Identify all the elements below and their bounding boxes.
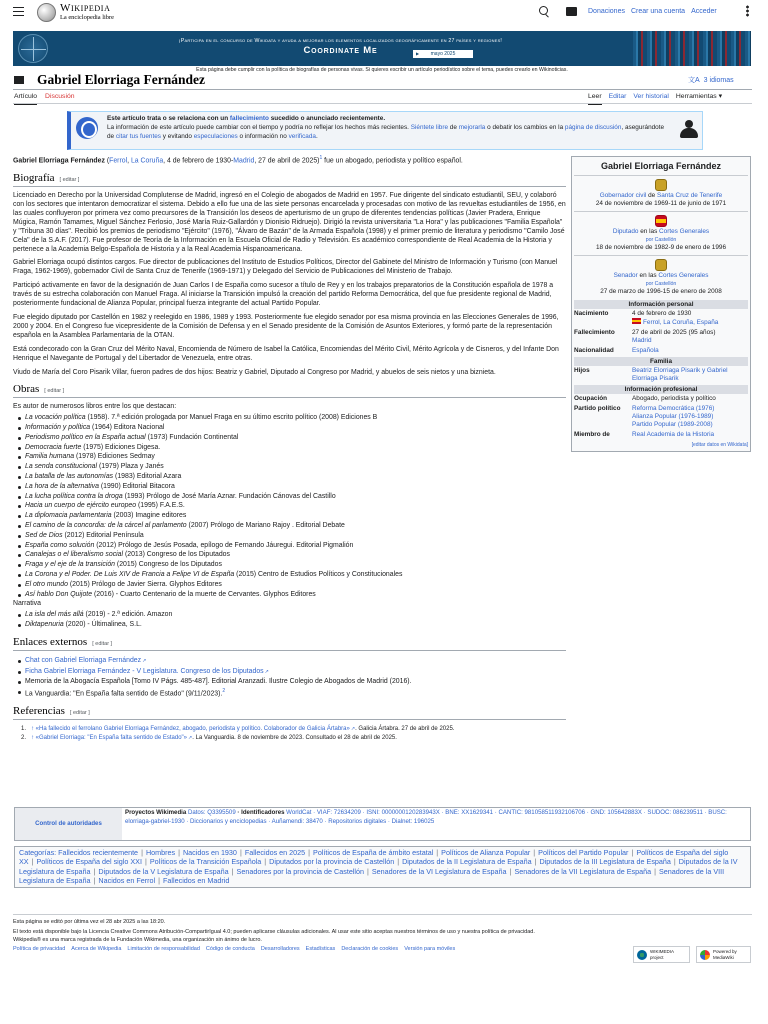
site-header: [0, 0, 768, 26]
deathplace-link[interactable]: Madrid: [632, 337, 652, 344]
category-link[interactable]: Fallecidos recientemente: [58, 848, 139, 857]
row-value: 4 de febrero de 1930: [632, 310, 692, 317]
bio-paragraph: Fue elegido diputado por Castellón en 1982 y reelegido en 1986, 1989 y 1993. Posteriormente fue elegido senador por esa misma provincia en las Elecciones Generales de 1996, 2000 y 2004. En el Congreso fue vicepresidente de la Comisión de Defensa y en el Senado presidente de la Comisión de Asuntos Exteriores, y formó parte de la representación española en la Asamblea Parlamentaria de la OTAN.: [13, 313, 559, 339]
office-role-link[interactable]: Diputado: [612, 228, 639, 235]
books-list: [17, 413, 566, 599]
external-link[interactable]: Chat con Gabriel Elorriaga Fernández ↗: [25, 657, 146, 664]
fallecimiento-link[interactable]: fallecimiento: [229, 115, 269, 122]
bio-paragraph: Participó activamente en favor de la designación de Juan Carlos I de España como sucesor a título de Rey y en los trabajos preparatorios de la Constitución española de 1978 a través de su estrecha colaboración con Manuel Fraga. Al iniciarse la Transición impulsó la creación del partido Reforma Democrática, del que fue presidente regional de Madrid, posteriormente fundacional de Alianza Popular, principal fuerza integrante del actual Partido Popular.: [13, 282, 554, 308]
book-details: (2016) - Cuarto Centenario de la muerte de Cervantes. Glyphos Editores: [92, 590, 316, 598]
footer-link[interactable]: Declaración de cookies: [341, 946, 399, 952]
list-item: [17, 482, 566, 492]
heading-text: Referencias: [13, 705, 65, 718]
edit-section-link[interactable]: [ editar ]: [69, 710, 90, 717]
t: fue un abogado, periodista y político español.: [322, 157, 463, 165]
mejorarla-link[interactable]: mejorarla: [458, 124, 486, 131]
footer: [13, 918, 751, 944]
category-separator: |: [158, 876, 161, 886]
donate-link[interactable]: Donaciones: [588, 8, 625, 15]
t: · Identificadores: [235, 809, 287, 816]
bio-paragraph: Gabriel Elorriaga ocupó distintos cargos. Fue director de publicaciones del Instituto de Estudios Políticos, Director del Gabinete del Ministro de Información y Turismo (con Manuel Fraga, 1962-1969), gobernador Civil de Santa Cruz de Tenerife (1969-1971) y Delegado del Servicio de Publicaciones del Ministerio de Trabajo.: [13, 259, 558, 276]
party-link[interactable]: Alianza Popular (1976-1989): [632, 413, 714, 420]
category-separator: |: [93, 876, 96, 886]
nationality-link[interactable]: Española: [632, 347, 659, 354]
ref-2-link[interactable]: 2: [222, 688, 226, 695]
t: , 4 de febrero de 1930-: [163, 157, 234, 165]
category-link[interactable]: Nacidos en Ferrol: [98, 876, 156, 886]
banner-line1: ¡Participa en el concurso de Wikidata y ayuda a mejorar los elementos localizados geográficamente en 27 países y regiones!: [178, 38, 503, 44]
office-dates: 18 de noviembre de 1982-9 de enero de 1996: [595, 244, 727, 251]
t: de: [646, 192, 657, 199]
book-title: Diktapenuria: [25, 621, 64, 629]
book-title: Hacia un cuerpo de ejército europeo: [25, 502, 137, 510]
office-role-link[interactable]: Senador: [613, 272, 638, 279]
main-menu-icon[interactable]: [13, 7, 24, 16]
madrid-link[interactable]: Madrid: [233, 157, 255, 165]
section-heading-enlaces: [13, 635, 566, 651]
infobox-row: [574, 346, 748, 356]
campaign-banner[interactable]: [13, 31, 751, 66]
list-item: [17, 610, 566, 620]
t: , asegurándote de: [107, 124, 665, 140]
book-title: Familia humana: [25, 453, 75, 461]
section-heading-obras: [13, 385, 566, 398]
banner-decoration: [633, 31, 751, 66]
list-item: [17, 521, 566, 531]
book-title: La batalla de las autonomías: [25, 473, 114, 481]
list-item: [17, 570, 566, 580]
book-title: Fraga y el eje de la transición: [25, 561, 116, 569]
office-role-link[interactable]: Gobernador civil: [599, 192, 647, 199]
book-title: Democracia fuerte: [25, 443, 82, 451]
list-item: [17, 433, 566, 443]
category-separator: |: [93, 866, 96, 876]
t: sucedido o anunciado recientemente.: [268, 115, 386, 122]
birthplace-link[interactable]: Ferrol, La Coruña, España: [643, 319, 719, 326]
list-item: [17, 560, 566, 570]
category-link[interactable]: Diputados de la II Legislatura de España: [402, 857, 532, 867]
book-title: Canalejas o el liberalismo social: [25, 551, 124, 559]
reference-item: [21, 734, 566, 743]
t: o debatir los cambios en la: [485, 124, 565, 131]
book-title: La Corona y el Poder. De Luis XIV de Francia a Felipe VI de España: [25, 570, 235, 578]
list-item: [17, 590, 566, 600]
book-title: La lucha política contra la droga: [25, 492, 123, 500]
list-item: [17, 423, 566, 433]
category-link[interactable]: Diputados de la III Legislatura de España: [539, 857, 671, 867]
section-heading-biografia: [13, 174, 566, 187]
row-label: Ocupación: [574, 395, 608, 402]
office-constituency-link[interactable]: por Castellón: [645, 237, 677, 243]
identifiers-links[interactable]: WorldCat · VIAF: 72634209 · ISNI: 0000000120283943X · BNE: XX1629341 · CANTIC: 981058511932106706 · GND: 105642883X · SUDOC: 086239511 · BUSC: elorriaga-gabriel-1930 · Diccionarios y enciclopedias · Auñamendi: 38470 · Repositorios digitales · Dialnet: 196025: [125, 809, 727, 825]
category-link[interactable]: Políticos de Alianza Popular: [441, 848, 531, 857]
compass-icon: [18, 34, 48, 63]
book-details: (1958). 7.ª edición prologada por Manuel Fraga en su último escrito político (2008) Ediciones B: [85, 414, 378, 422]
book-title: Información y política: [25, 424, 91, 432]
tabs-divider: [13, 103, 752, 104]
list-item: [17, 443, 566, 453]
book-details: (2019) - 2.ª edición. Amazon: [83, 611, 173, 619]
references-list: [21, 725, 566, 742]
authority-identifiers: [125, 809, 747, 827]
wikidata-link[interactable]: Datos: Q3395509: [187, 809, 236, 816]
person-icon: [679, 120, 699, 138]
infobox-row: [574, 404, 748, 430]
book-details: (1995) F.A.E.S.: [136, 502, 185, 510]
tab-edit[interactable]: Editar: [608, 93, 627, 100]
personal-tools: [588, 7, 717, 16]
office-dates: 27 de marzo de 1996-15 de enero de 2008: [600, 288, 722, 295]
notice-text: [107, 114, 672, 141]
t: La información de este artículo puede cambiar con el tiempo y podría no reflejar los hechos más recientes.: [107, 124, 411, 131]
category-separator: |: [31, 857, 34, 867]
t: Este artículo trata o se relaciona con un: [107, 115, 230, 122]
cite-sources-link[interactable]: citar tus fuentes: [115, 133, 162, 140]
siente-libre-link[interactable]: Siéntete libre: [410, 124, 449, 131]
category-separator: |: [673, 857, 676, 867]
category-link[interactable]: Fallecidos en Madrid: [163, 876, 230, 886]
t: de: [448, 124, 459, 131]
verified-link[interactable]: verificada: [288, 133, 316, 140]
login-link[interactable]: Acceder: [691, 8, 717, 15]
book-title: El otro mundo: [25, 580, 68, 588]
office-place-link[interactable]: Cortes Generales: [658, 272, 709, 279]
language-count: 3 idiomas: [703, 77, 734, 84]
category-link[interactable]: Senadores de la VIII Legislatura de España: [19, 866, 725, 886]
book-details: (2012) Editorial Península: [62, 531, 144, 539]
toc-toggle-icon[interactable]: [14, 76, 24, 84]
t: (: [104, 157, 110, 165]
list-item: [17, 531, 566, 541]
footer-link[interactable]: Acerca de Wikipedia: [71, 946, 122, 952]
infobox-office: [574, 255, 748, 299]
book-title: El camino de la concordia: de la cárcel al parlamento: [25, 522, 187, 529]
coruna-link[interactable]: La Coruña: [130, 157, 164, 165]
office-dates: 24 de noviembre de 1969-11 de junio de 1971: [595, 200, 727, 207]
category-separator: |: [144, 857, 147, 867]
footer-link[interactable]: Código de conducta: [205, 946, 255, 952]
category-separator: |: [308, 848, 311, 857]
discussion-page-link[interactable]: página de discusión: [564, 124, 622, 131]
infobox-row: [574, 366, 748, 384]
book-details: (1978) Ediciones Sedmay: [74, 453, 155, 461]
wikipedia-globe-logo[interactable]: [37, 3, 56, 22]
book-details: (1993) Prólogo de José María Aznar. Fundación Cánovas del Castillo: [122, 492, 336, 500]
t: La Vanguardia: "En España falta sentido de Estado" (9/11/2023).: [25, 690, 223, 698]
list-item: [17, 541, 566, 551]
reference-item: [21, 725, 566, 734]
office-place-link[interactable]: Cortes Generales: [659, 228, 710, 235]
office-place-link[interactable]: Santa Cruz de Tenerife: [656, 192, 723, 199]
footer-links: [13, 946, 455, 953]
ferrol-link[interactable]: Ferrol: [109, 157, 128, 165]
list-item: [17, 550, 566, 560]
wordmark-tagline: La enciclopedia libre: [60, 14, 114, 21]
notice-line2: [107, 123, 672, 141]
book-details: (1983) Editorial Azara: [113, 473, 182, 481]
language-button[interactable]: [688, 76, 734, 85]
reference-link[interactable]: ↑ «Ha fallecido el ferrolano Gabriel Elorriaga Fernández, abogado, periodista y político. Colaborador de Galicia Ártabra» ↗: [31, 726, 355, 732]
infobox-row: [574, 430, 748, 440]
category-links: [14, 846, 751, 888]
footer-link[interactable]: Política de privacidad: [13, 946, 66, 952]
book-title: La hora de la alternativa: [25, 482, 99, 490]
list-item: [17, 492, 566, 502]
ref-1-link[interactable]: 1: [319, 155, 323, 161]
t: Proyectos Wikimedia: [125, 809, 188, 816]
footer-link[interactable]: Versión para móviles: [404, 946, 456, 952]
list-item: [17, 687, 566, 699]
row-label: Nacimiento: [574, 310, 609, 317]
category-link[interactable]: Diputados de la V Legislatura de España: [98, 866, 229, 876]
wordmark-title: Wikipedia: [60, 2, 111, 14]
category-separator: |: [533, 848, 536, 857]
category-link[interactable]: Senadores de la VI Legislatura de España: [371, 866, 507, 876]
t: , 27 de abril de 2025): [254, 157, 320, 165]
t: en las: [637, 272, 659, 279]
book-details: (2013) Congreso de los Diputados: [123, 551, 230, 559]
book-title: La isla del más allá: [25, 611, 84, 619]
category-link[interactable]: Políticos del Partido Popular: [538, 848, 629, 857]
book-details: (2015) Congreso de los Diputados: [115, 561, 222, 569]
reference-link[interactable]: ↑ «Gabriel Elorriaga: "En España falta sentido de Estado"» ↗: [31, 735, 192, 741]
list-item: [17, 501, 566, 511]
last-edited: Esta página se editó por última vez el 28 abr 2025 a las 18:20.: [13, 919, 166, 925]
category-separator: |: [178, 848, 180, 857]
category-separator: |: [436, 848, 439, 857]
list-item: [17, 620, 566, 630]
book-title: La vocación política: [25, 414, 86, 422]
trademark-text: Wikipedia® es una marca registrada de la Fundación Wikimedia, una organización sin ánimo de lucro.: [13, 937, 262, 943]
coat-of-arms-icon: [655, 179, 667, 191]
wikipedia-wordmark[interactable]: [60, 3, 114, 22]
authority-label[interactable]: Control de autoridades: [15, 808, 122, 840]
footer-link[interactable]: Limitación de responsabilidad: [127, 946, 200, 952]
novels-list: [17, 610, 566, 630]
list-item: [17, 656, 566, 667]
list-item: [17, 413, 566, 423]
party-link[interactable]: Partido Popular (1989-2008): [632, 421, 713, 428]
tab-article[interactable]: Artículo: [14, 93, 37, 105]
category-separator: |: [534, 857, 537, 867]
banner-text: [53, 38, 628, 57]
coat-of-arms-icon: [655, 259, 667, 271]
infobox: [571, 156, 751, 452]
t: en las: [638, 228, 660, 235]
tab-discussion[interactable]: Discusión: [45, 93, 75, 100]
book-details: (1975) Ediciones Digesa.: [81, 443, 161, 451]
page-title: Gabriel Elorriaga Fernández: [37, 72, 205, 87]
book-details: (1990) Editorial Bitacora: [98, 482, 175, 490]
notice-line1: [107, 114, 672, 123]
category-separator: |: [231, 866, 234, 876]
category-separator: |: [509, 866, 512, 876]
list-item: [17, 462, 566, 472]
row-label: Hijos: [574, 367, 590, 374]
infobox-office: [574, 211, 748, 255]
footer-link[interactable]: Estadísticas: [305, 946, 336, 952]
external-link[interactable]: Ficha Gabriel Elorriaga Fernández - V Legislatura. Congreso de los Diputados ↗: [25, 668, 269, 675]
office-constituency-link[interactable]: por Castellón: [645, 281, 677, 287]
t: ,: [127, 157, 131, 165]
infobox-section-family: Familia: [574, 357, 748, 366]
category-link[interactable]: Políticos de España del siglo XXI: [36, 857, 142, 867]
tab-tools[interactable]: Herramientas ▾: [676, 93, 722, 105]
t: o información no: [237, 133, 289, 140]
infobox-title: Gabriel Elorriaga Fernández: [600, 161, 722, 171]
book-details: (1964) Editora Nacional: [90, 424, 165, 432]
edit-section-link[interactable]: [ editar ]: [44, 388, 65, 395]
book-title: España como solución: [25, 541, 95, 549]
book-title: Así hablo Don Quijote: [25, 590, 93, 598]
tab-history[interactable]: Ver historial: [633, 93, 669, 100]
edit-section-link[interactable]: [ editar ]: [92, 640, 113, 647]
heading-text: Obras: [13, 383, 40, 396]
t: y evitando: [161, 133, 194, 140]
book-details: (1979) Plaza y Janés: [97, 463, 164, 471]
footer-link[interactable]: Desarrolladores: [260, 946, 300, 952]
book-title: La diplomacia parlamentaria: [25, 512, 112, 520]
category-separator: |: [264, 857, 267, 867]
spain-flag-icon: [632, 318, 641, 324]
banner-date-button[interactable]: ▶ mayo 2025: [413, 50, 473, 58]
infobox-row: [574, 394, 748, 404]
category-separator: |: [239, 848, 242, 857]
row-value: Abogado, periodista y político: [632, 395, 716, 402]
wikimedia-project-badge[interactable]: WIKIMEDIA project: [633, 946, 690, 963]
list-item: [17, 452, 566, 462]
t: . La Vanguardia. 8 de noviembre de 2023. Consultado el 28 de abril de 2025.: [192, 734, 397, 741]
category-list: [19, 848, 738, 885]
category-link[interactable]: Diputados por la provincia de Castellón: [269, 857, 395, 867]
row-label: Fallecimiento: [574, 329, 615, 336]
category-separator: |: [397, 857, 400, 867]
speculation-link[interactable]: especulaciones: [193, 133, 238, 140]
row-label: Miembro de: [574, 431, 610, 438]
member-of-link[interactable]: Real Academia de la Historia: [632, 431, 715, 438]
book-details: (2007) Prólogo de Mariano Rajoy . Editorial Debate: [186, 522, 345, 529]
intro-paragraph: [13, 154, 566, 166]
row-value: 27 de abril de 2025 (95 años): [632, 329, 716, 336]
section-heading-referencias: [13, 707, 566, 720]
children-link[interactable]: Beatriz Elorriaga Pisarik y Gabriel Elorriaga Pisarik: [632, 367, 728, 382]
heading-text: Biografía: [13, 172, 55, 185]
category-link[interactable]: Políticos de la Transición Española: [149, 857, 262, 867]
blp-note: Esta página debe cumplir con la política de biografías de personas vivas. Si quieres escribir un artículo periodístico sobre el tema, puedes crearlo en Wikinoticias.: [196, 67, 568, 73]
article-content: [13, 154, 566, 742]
book-title: La senda constitucional: [25, 463, 98, 471]
category-link[interactable]: Fallecidos en 2025: [244, 848, 306, 857]
license-text: El texto está disponible bajo la Licencia Creative Commons Atribución-CompartirIgual 4.0; pueden aplicarse cláusulas adicionales. Al usar este sitio aceptas nuestros términos de uso y nuestra política de privacidad.: [13, 929, 535, 935]
title-divider: [13, 89, 752, 90]
infobox-row: [574, 328, 748, 346]
bio-paragraph: Licenciado en Derecho por la Universidad Complutense de Madrid, ingresó en el Colegio de abogados de Madrid en 1957. Fue dirigente del sindicato estudiantil, SEU, y colaboró con los sectores que intentaron democratizar el sistema. Debido a ello fue una de las siete personas encarcelada y procesadas con motivo de las revueltas estudiantiles de 1956, en las cuales confluyeron por primera vez como precursores de la Transición los deseos de aperturismo de un grupo de diferentes tendencias políticas (Javier Pradera, Enrique Múgica, Ramón Tamames, Miguel Sánchez Ferlosio, José María Ruiz-Gallardón y Dionisio Ridruejo). Dirigió la revista universitaria "La Hora" y las publicaciones "Familia Española" y "Tribuna 30 días". Recibió los premios de periodismo "Ejército" (1976), "Álvaro de Bazán" de la Armada Española (1998) y el primer premio de literatura y periodismo "Camilo José Cela" de la S.A.F. (2017). Fue profesor de Teoría de la Información en la Escuela Oficial de Radio y Televisión. Es académico correspondiente de Real Academia de la Historia y pertenece a la Academia Belgo-Española de Historia y a la Real Academia Hispanoamericana.: [13, 192, 566, 253]
subject-name: Gabriel Elorriaga Fernández: [13, 157, 105, 165]
create-account-link[interactable]: Crear una cuenta: [630, 8, 686, 15]
list-item: [17, 580, 566, 590]
book-title: Periodismo político en la España actual: [25, 433, 146, 441]
category-link[interactable]: Nacidos en 1930: [182, 848, 237, 857]
category-link[interactable]: Senadores por la provincia de Castellón: [236, 866, 365, 876]
t: . Galicia Ártabra. 27 de abril de 2025.: [355, 726, 455, 733]
bio-paragraph: Está condecorado con la Gran Cruz del Mérito Naval, Encomienda de Número de Isabel la Católica, Encomiendas del Mérito Civil, Mérito Agrícola y de Cisneros, y del Infante Don Henrique el Navegante de Portugal y del Libertador de Venezuela, entre otras.: [13, 345, 559, 362]
list-item: [17, 472, 566, 482]
edit-wikidata-link[interactable]: [editar datos en Wikidata]: [691, 442, 748, 448]
book-details: (2020) - Últimalinea, S.L.: [63, 621, 142, 629]
category-link[interactable]: Políticos de España de ámbito estatal: [313, 848, 434, 857]
list-item: [17, 511, 566, 521]
coat-of-arms-icon: [655, 215, 667, 227]
category-link[interactable]: Políticos de España del siglo XX: [19, 848, 729, 867]
book-title: Sed de Dios: [25, 531, 63, 539]
bio-paragraph: Viudo de María del Coro Pisarik Villar, fueron padres de dos hijos: Beatriz y Gabriel, Diputado al Congreso por Madrid, y abuelos de seis nietos y una biznieta.: [13, 368, 496, 376]
list-item: [17, 667, 566, 678]
infobox-row: [574, 309, 748, 328]
book-details: (1973) Fundación Continental: [145, 433, 239, 441]
category-separator: |: [631, 848, 634, 857]
book-details: (2012) Prólogo de Jesús Posada, epílogo de Fernando Jáuregui. Editorial Pigmalión: [94, 541, 354, 549]
edit-section-link[interactable]: [ editar ]: [59, 177, 80, 184]
translate-icon: 文A: [688, 77, 700, 84]
t: .: [315, 133, 318, 140]
external-links-list: [17, 656, 566, 699]
category-link[interactable]: Diputados de la IV Legislatura de España: [19, 857, 738, 876]
book-details: (2003) Imagine editores: [111, 512, 187, 520]
book-details: (2015) Prólogo de Javier Sierra. Glyphos Editores: [67, 580, 222, 588]
powered-by-mediawiki-badge[interactable]: Powered by MediaWiki: [696, 946, 751, 963]
watchlist-icon[interactable]: [566, 7, 577, 16]
category-separator: |: [654, 866, 656, 876]
list-item: Memoria de la Abogacía Española [Tomo IV Págs. 485-487]. Editorial Aranzadi. Ilustre Colegio de Abogados de Madrid (2016).: [17, 677, 566, 687]
footer-divider: [13, 914, 752, 915]
infobox-section-personal: Información personal: [574, 300, 748, 309]
row-label: Partido político: [574, 405, 621, 412]
book-details: (2015) Centro de Estudios Políticos y Constitucionales: [234, 570, 403, 578]
infobox-office: [574, 175, 748, 211]
tab-read[interactable]: Leer: [588, 93, 602, 105]
narrativa-label: Narrativa: [13, 600, 41, 608]
obras-intro: Es autor de numerosos libros entre los que destacan:: [13, 403, 177, 411]
authority-control: [14, 807, 751, 841]
category-link[interactable]: Hombres: [145, 848, 176, 857]
category-separator: |: [367, 866, 369, 876]
categories-label[interactable]: Categorías:: [19, 848, 57, 857]
banner-line2: Coordinate Me: [303, 44, 378, 56]
party-link[interactable]: Reforma Democrática (1976): [632, 405, 715, 412]
row-label: Nacionalidad: [574, 347, 614, 354]
heading-text: Enlaces externos: [13, 635, 88, 648]
infobox-section-professional: Información profesional: [574, 385, 748, 394]
category-link[interactable]: Senadores de la VII Legislatura de España: [514, 866, 652, 876]
category-separator: |: [141, 848, 143, 857]
recent-death-notice: [67, 111, 703, 150]
search-icon[interactable]: [539, 6, 548, 15]
clock-icon: [76, 117, 98, 139]
more-options-icon[interactable]: [746, 5, 749, 17]
